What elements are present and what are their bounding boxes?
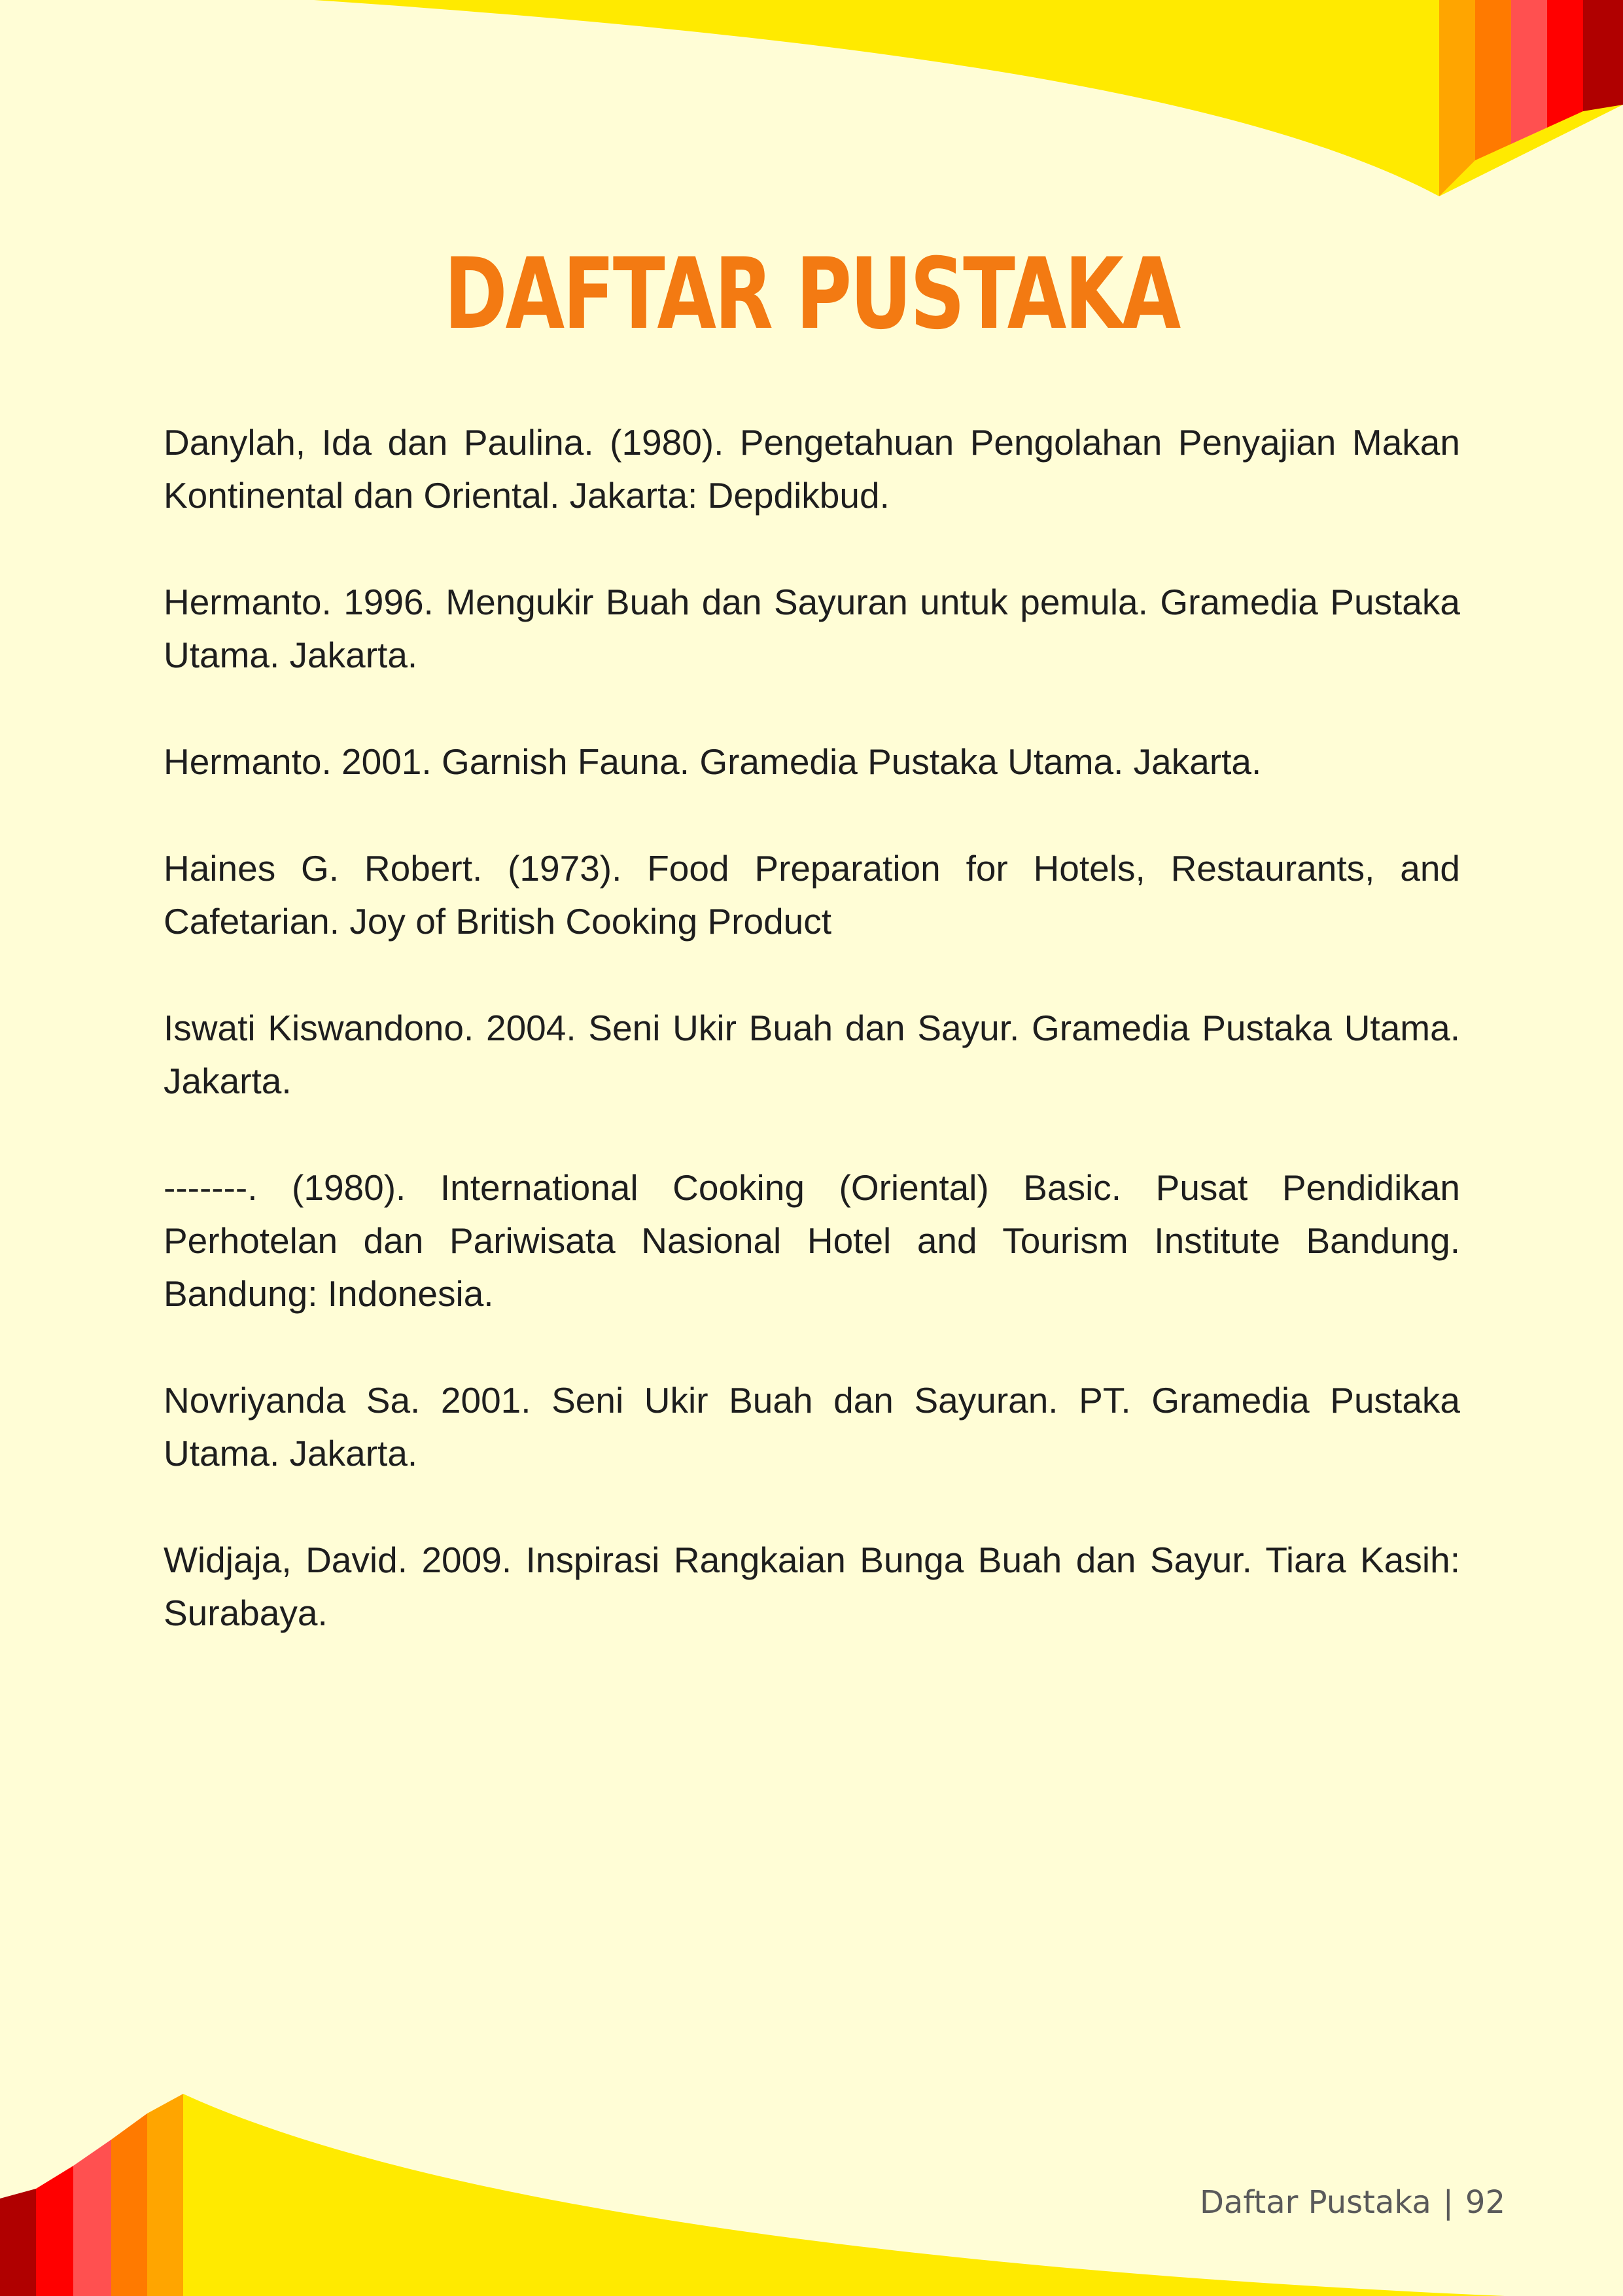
bottom-stripe-3: [73, 2140, 111, 2296]
top-wave-decoration: [0, 0, 1623, 209]
top-stripe-3: [1511, 0, 1547, 144]
top-stripe-2: [1475, 0, 1511, 160]
reference-entry: Hermanto. 1996. Mengukir Buah dan Sayuran untuk pemula. Gramedia Pustaka Utama. Jakarta.: [164, 582, 1460, 675]
reference-entry: Iswati Kiswandono. 2004. Seni Ukir Buah dan Sayur. Gramedia Pustaka Utama. Jakarta.: [164, 1008, 1460, 1101]
bottom-stripe-5: [0, 2189, 36, 2296]
bottom-stripe-4: [36, 2166, 73, 2296]
reference-list: [164, 416, 1460, 1693]
reference-entry: -------. (1980). International Cooking (Oriental) Basic. Pusat Pendidikan Perhotelan dan Pariwisata Nasional Hotel and Tourism Institute Bandung. Bandung: Indonesia.: [164, 1167, 1460, 1314]
bottom-stripe-2: [111, 2113, 147, 2296]
page-footer: [1200, 2183, 1505, 2222]
page-number: 92: [1465, 2184, 1505, 2221]
bottom-stripe-1: [147, 2094, 183, 2296]
top-stripe-4: [1547, 0, 1583, 128]
page-title: DAFTAR PUSTAKA: [444, 238, 1179, 351]
footer-section-name: Daftar Pustaka: [1199, 2184, 1431, 2221]
top-stripe-5: [1583, 0, 1623, 111]
reference-entry: Haines G. Robert. (1973). Food Preparation for Hotels, Restaurants, and Cafetarian. Joy of British Cooking Product: [164, 848, 1460, 942]
footer-separator: |: [1442, 2184, 1454, 2221]
reference-entry: Danylah, Ida dan Paulina. (1980). Pengetahuan Pengolahan Penyajian Makan Kontinental dan Oriental. Jakarta: Depdikbud.: [164, 422, 1460, 516]
reference-entry: Novriyanda Sa. 2001. Seni Ukir Buah dan Sayuran. PT. Gramedia Pustaka Utama. Jakarta.: [164, 1380, 1460, 1474]
top-yellow-wave: [314, 0, 1623, 196]
reference-entry: Hermanto. 2001. Garnish Fauna. Gramedia Pustaka Utama. Jakarta.: [164, 741, 1262, 782]
reference-entry: Widjaja, David. 2009. Inspirasi Rangkaian Bunga Buah dan Sayur. Tiara Kasih: Surabaya.: [164, 1540, 1460, 1633]
